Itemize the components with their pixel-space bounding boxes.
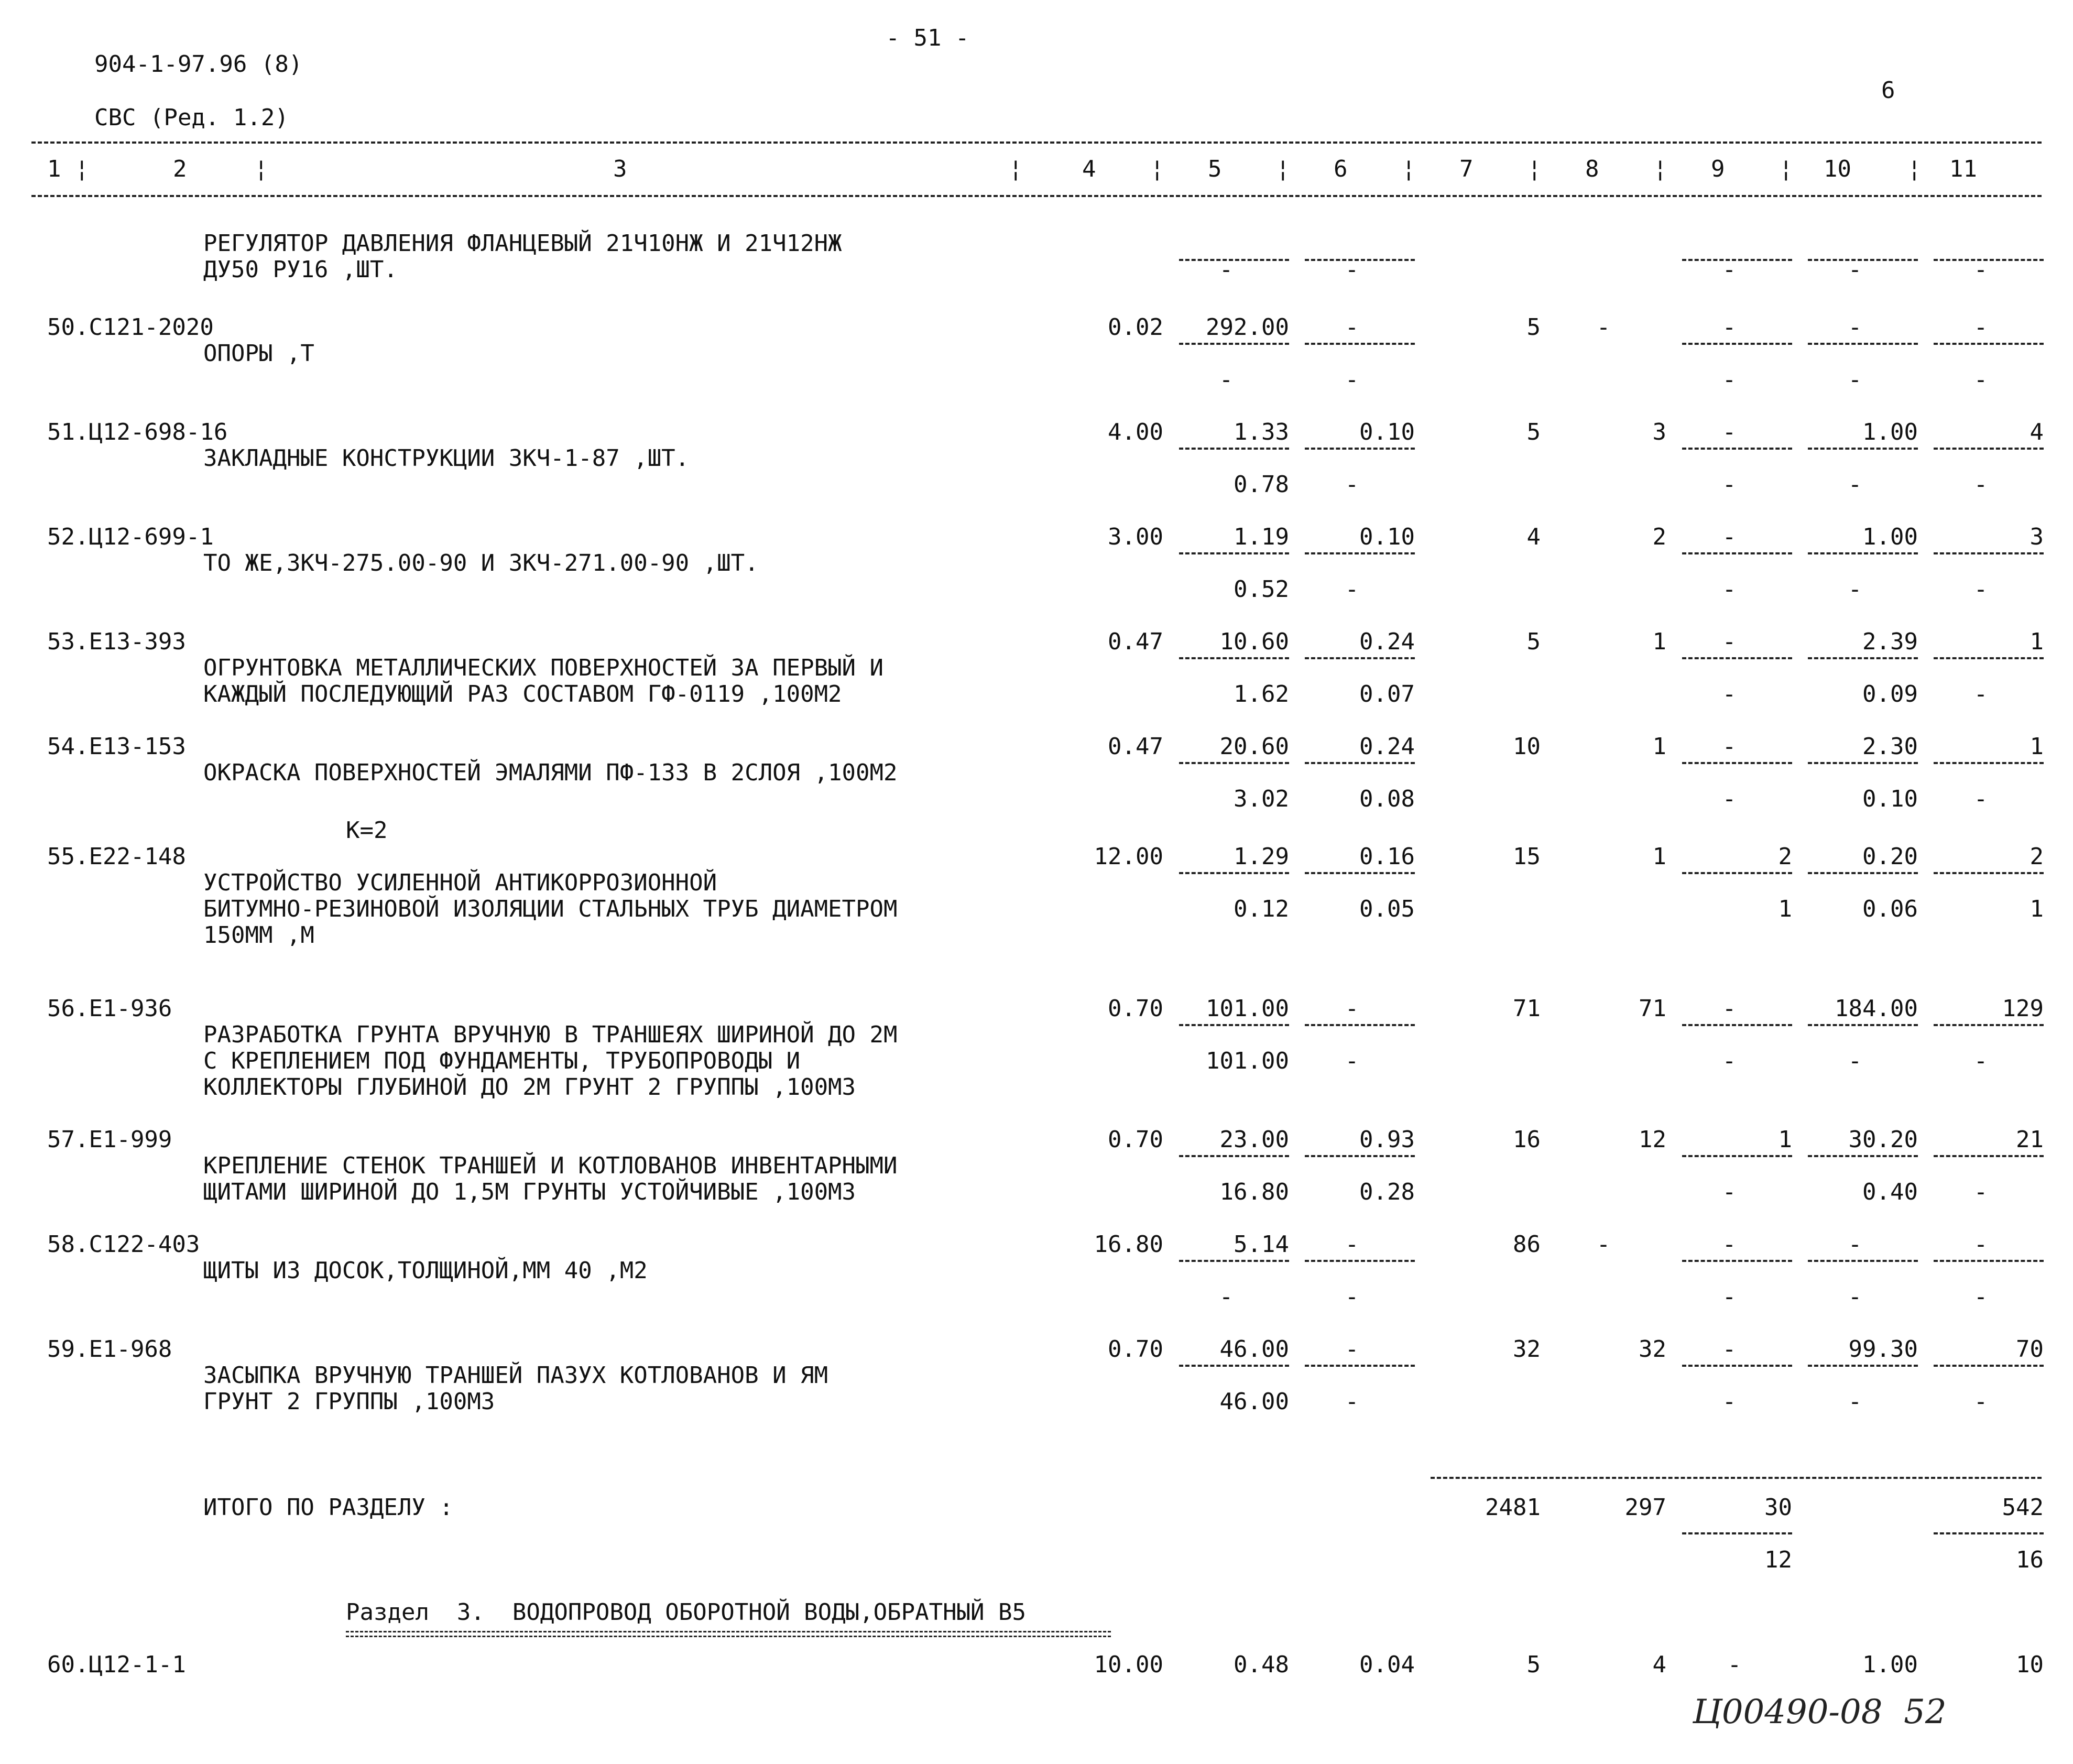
row-col-5-rule: [1179, 1260, 1289, 1262]
row-description: КРЕПЛЕНИЕ СТЕНОК ТРАНШЕЙ И КОТЛОВАНОВ ИНВЕНТАРНЫМИ: [203, 1152, 898, 1179]
row-code: 54.Е13-153: [47, 733, 186, 760]
row-description: ДУ50 РУ16 ,ШТ.: [203, 256, 398, 283]
row-col-10-top: -: [1848, 1231, 1862, 1258]
col-separator: ¦: [1402, 156, 1416, 182]
row-col-8: 12: [1639, 1126, 1666, 1153]
row-col-10-rule: [1808, 1260, 1918, 1262]
row-col-11-rule: [1934, 552, 2044, 554]
row-col-9-top: -: [1722, 314, 1737, 341]
row-col-11-rule: [1934, 762, 2044, 764]
row-description: ОКРАСКА ПОВЕРХНОСТЕЙ ЭМАЛЯМИ ПФ-133 В 2СЛОЯ ,100М2: [203, 759, 898, 786]
row-col-8: 1: [1652, 628, 1666, 655]
row-col-4: 0.70: [1108, 1126, 1163, 1153]
row-col-10-bottom: 0.10: [1862, 786, 1918, 812]
row-col-11-bottom: -: [1973, 681, 1988, 707]
col-header-7: 7: [1459, 156, 1474, 182]
row-description: КАЖДЫЙ ПОСЛЕДУЮЩИЙ РАЗ СОСТАВОМ ГФ-0119 ,100М2: [203, 681, 842, 707]
row-col-9-rule: [1682, 552, 1792, 554]
col-header-5: 5: [1208, 156, 1222, 182]
row-col-11-rule: [1934, 1365, 2044, 1367]
row-col-10-rule: [1808, 552, 1918, 554]
row-col-10-bottom: 0.09: [1862, 681, 1918, 707]
col-separator: ¦: [1907, 156, 1922, 182]
row-code: 52.Ц12-699-1: [47, 524, 214, 550]
row-col-10-rule: [1808, 343, 1918, 345]
row-col-8: 71: [1639, 995, 1666, 1022]
row-code: 56.Е1-936: [47, 995, 172, 1022]
row-col-5-bottom: 0.52: [1234, 576, 1289, 603]
program-name: CBC (Ред. 1.2): [94, 104, 289, 131]
row-col-9-top: -: [1722, 733, 1737, 760]
row-description: БИТУМНО-РЕЗИНОВОЙ ИЗОЛЯЦИИ СТАЛЬНЫХ ТРУБ ДИАМЕТРОМ: [203, 896, 898, 922]
row-col-11-rule: [1934, 448, 2044, 450]
row-col-6-top: 0.10: [1359, 524, 1415, 550]
row-col-10: 1.00: [1862, 1651, 1918, 1678]
row-col-4: 0.47: [1108, 733, 1163, 760]
col-separator: ¦: [1009, 156, 1023, 182]
row-col-8: -: [1596, 314, 1611, 341]
col-header-3: 3: [613, 156, 627, 182]
row-col-9-top: 2: [1778, 843, 1792, 870]
row-description: ЗАКЛАДНЫЕ КОНСТРУКЦИИ ЗКЧ-1-87 ,ШТ.: [203, 445, 690, 472]
row-col-10-rule: [1808, 1155, 1918, 1157]
row-col-6-bottom: 0.07: [1359, 681, 1415, 707]
row-description: ЩИТЫ ИЗ ДОСОК,ТОЛЩИНОЙ,ММ 40 ,М2: [203, 1257, 648, 1284]
row-col-6-rule: [1305, 1260, 1415, 1262]
row-col-9-top: -: [1722, 1336, 1737, 1363]
row-code: 60.Ц12-1-1: [47, 1651, 186, 1678]
col-separator: ¦: [1150, 156, 1164, 182]
row-col-7: 71: [1513, 995, 1541, 1022]
row-col-5-bottom: 3.02: [1234, 786, 1289, 812]
col-header-2: 2: [173, 156, 187, 182]
row-col-9-bottom: -: [1722, 786, 1737, 812]
total-col-9-rule: [1682, 1532, 1792, 1534]
row-col-11-top: 1: [2030, 628, 2044, 655]
row-col-10-top: 30.20: [1848, 1126, 1918, 1153]
row-col-9-bottom: -: [1722, 1388, 1737, 1415]
row-col-4: 0.70: [1108, 995, 1163, 1022]
row-col-9-bottom: 1: [1778, 896, 1792, 922]
row-description: ОГРУНТОВКА МЕТАЛЛИЧЕСКИХ ПОВЕРХНОСТЕЙ ЗА ПЕРВЫЙ И: [203, 655, 884, 681]
row-col-5-top: 23.00: [1219, 1126, 1289, 1153]
row-col-11-top: 1: [2030, 733, 2044, 760]
row-col-6-bottom: 0.08: [1359, 786, 1415, 812]
row-col-10-bottom: -: [1848, 256, 1862, 283]
row-col-11-rule: [1934, 872, 2044, 874]
row-col-9-top: -: [1722, 628, 1737, 655]
row-col-9-top: -: [1722, 524, 1737, 550]
row-col-9-rule: [1682, 872, 1792, 874]
row-col-11-top: 4: [2030, 419, 2044, 445]
row-col-5-rule: [1179, 1365, 1289, 1367]
row-col-11-top: 3: [2030, 524, 2044, 550]
row-col-9-top: -: [1722, 995, 1737, 1022]
row-col-6-bottom: 0.05: [1359, 896, 1415, 922]
row-col-5-rule: [1179, 762, 1289, 764]
section-heading-underline: [346, 1631, 1111, 1637]
row-code: 57.Е1-999: [47, 1126, 172, 1153]
row-col-6-rule: [1305, 448, 1415, 450]
row-col-9-bottom: -: [1722, 576, 1737, 603]
row-col-7: 5: [1526, 419, 1541, 445]
row-col-10-bottom: -: [1848, 471, 1862, 498]
row-col-11: 10: [2016, 1651, 2044, 1678]
row-col-5-rule: [1179, 1155, 1289, 1157]
row-col-5-top: 1.29: [1234, 843, 1289, 870]
row-description: КОЛЛЕКТОРЫ ГЛУБИНОЙ ДО 2М ГРУНТ 2 ГРУППЫ ,100М3: [203, 1074, 856, 1101]
row-col-10-top: 2.39: [1862, 628, 1918, 655]
row-col-5-rule: [1179, 657, 1289, 659]
row-col-4: 4.00: [1108, 419, 1163, 445]
row-col-5-top: 46.00: [1219, 1336, 1289, 1363]
row-col-7: 32: [1513, 1336, 1541, 1363]
row-col-5-rule: [1179, 872, 1289, 874]
row-col-10-top: 2.30: [1862, 733, 1918, 760]
row-col-6-rule: [1305, 1155, 1415, 1157]
row-col-10-rule: [1808, 657, 1918, 659]
row-col-5-top: 292.00: [1206, 314, 1289, 341]
row-col-11-bottom: -: [1973, 471, 1988, 498]
row-col-4: 0.02: [1108, 314, 1163, 341]
row-col-9-rule: [1682, 1365, 1792, 1367]
row-col-10-rule: [1808, 762, 1918, 764]
row-code: 53.Е13-393: [47, 628, 186, 655]
col-header-1: 1 ¦: [47, 156, 89, 182]
row-col-11-top: 70: [2016, 1336, 2044, 1363]
row-col-9-rule: [1682, 448, 1792, 450]
row-col-9-rule: [1682, 657, 1792, 659]
row-col-6-bottom: 0.28: [1359, 1179, 1415, 1205]
row-col-11-bottom: -: [1973, 1283, 1988, 1310]
col-separator: ¦: [1528, 156, 1542, 182]
row-col-6-top: 0.93: [1359, 1126, 1415, 1153]
row-code: 51.Ц12-698-16: [47, 419, 228, 445]
row-col-9-bottom: -: [1722, 1283, 1737, 1310]
row-col-9-bottom: -: [1722, 366, 1737, 393]
row-col-6-rule: [1305, 552, 1415, 554]
row-col-5-rule: [1179, 448, 1289, 450]
total-col-11-rule: [1934, 1532, 2044, 1534]
row-description: ОПОРЫ ,Т: [203, 340, 314, 367]
row-col-9-rule: [1682, 762, 1792, 764]
row-col-10-top: 1.00: [1862, 419, 1918, 445]
row-col-11-bottom: -: [1973, 366, 1988, 393]
row-col-5-bottom: 0.12: [1234, 896, 1289, 922]
row-col-10-rule: [1808, 1024, 1918, 1026]
row-col-8: 2: [1652, 524, 1666, 550]
row-col-6-bottom: -: [1345, 256, 1359, 283]
row-col-6-bottom: -: [1345, 1048, 1359, 1074]
row-col-7: 5: [1526, 314, 1541, 341]
row-col-5-bottom: 101.00: [1206, 1048, 1289, 1074]
row-code: 50.С121-2020: [47, 314, 214, 341]
row-col-7: 15: [1513, 843, 1541, 870]
row-col-11-bottom: -: [1973, 1048, 1988, 1074]
row-description: ТО ЖЕ,ЗКЧ-275.00-90 И ЗКЧ-271.00-90 ,ШТ.: [203, 550, 759, 576]
row-col-10-bottom: -: [1848, 576, 1862, 603]
coefficient-label: К=2: [346, 817, 388, 844]
row-col-9-top: 1: [1778, 1126, 1792, 1153]
row-col-8: 3: [1652, 419, 1666, 445]
col-separator: ¦: [1653, 156, 1667, 182]
row-col-5-top: 101.00: [1206, 995, 1289, 1022]
row-col-9-top: -: [1722, 1231, 1737, 1258]
row-col-6-bottom: -: [1345, 471, 1359, 498]
row-col-6-rule: [1305, 762, 1415, 764]
row-col-11-rule: [1934, 1155, 2044, 1157]
row-col-10-bottom: 0.06: [1862, 896, 1918, 922]
col-header-6: 6: [1334, 156, 1348, 182]
row-col-6-bottom: -: [1345, 1388, 1359, 1415]
row-col-4: 0.47: [1108, 628, 1163, 655]
row-col-10-bottom: -: [1848, 1388, 1862, 1415]
row-col-11-top: 2: [2030, 843, 2044, 870]
row-code: 59.Е1-968: [47, 1336, 172, 1363]
total-col-7: 2481: [1485, 1494, 1541, 1521]
row-description: ЩИТАМИ ШИРИНОЙ ДО 1,5М ГРУНТЫ УСТОЙЧИВЫЕ ,100М3: [203, 1179, 856, 1205]
row-col-5-top: 1.33: [1234, 419, 1289, 445]
row-col-4: 3.00: [1108, 524, 1163, 550]
row-col-11-rule: [1934, 1260, 2044, 1262]
col-header-10: 10: [1824, 156, 1851, 182]
row-col-9-rule: [1682, 343, 1792, 345]
row-col-6-top: -: [1345, 1231, 1359, 1258]
row-col-4: 12.00: [1094, 843, 1163, 870]
row-col-10-top: -: [1848, 314, 1862, 341]
row-col-11-bottom: -: [1973, 256, 1988, 283]
row-col-10-top: 0.20: [1862, 843, 1918, 870]
row-col-5-bottom: 1.62: [1234, 681, 1289, 707]
col-header-9: 9: [1711, 156, 1725, 182]
row-col-11-rule: [1934, 657, 2044, 659]
row-col-5-rule: [1179, 552, 1289, 554]
row-col-6-top: -: [1345, 1336, 1359, 1363]
total-col-8: 297: [1624, 1494, 1666, 1521]
row-col-5-top: 20.60: [1219, 733, 1289, 760]
row-col-11-top: 21: [2016, 1126, 2044, 1153]
row-description: РЕГУЛЯТОР ДАВЛЕНИЯ ФЛАНЦЕВЫЙ 21Ч10НЖ И 21Ч12НЖ: [203, 230, 842, 257]
row-col-5-bottom: -: [1219, 1283, 1234, 1310]
row-col-11-bottom: -: [1973, 1179, 1988, 1205]
row-col-9-bottom: -: [1722, 256, 1737, 283]
total-col-9-bottom: 12: [1764, 1547, 1792, 1573]
sheet-number: 6: [1881, 77, 1895, 104]
row-col-10-rule: [1808, 448, 1918, 450]
document-code: 904-1-97.96 (8): [94, 51, 303, 78]
row-col-10-top: 99.30: [1848, 1336, 1918, 1363]
row-col-5-top: 1.19: [1234, 524, 1289, 550]
row-code: 55.Е22-148: [47, 843, 186, 870]
row-col-11-top: -: [1973, 1231, 1988, 1258]
row-description: РАЗРАБОТКА ГРУНТА ВРУЧНУЮ В ТРАНШЕЯХ ШИРИНОЙ ДО 2М: [203, 1021, 898, 1048]
row-col-11-top: 129: [2002, 995, 2044, 1022]
row-col-6-rule: [1305, 657, 1415, 659]
row-col-6-rule: [1305, 872, 1415, 874]
row-col-5-rule: [1179, 1024, 1289, 1026]
row-col-8: 1: [1652, 733, 1666, 760]
row-col-9-bottom: -: [1722, 1179, 1737, 1205]
row-col-5-bottom: 46.00: [1219, 1388, 1289, 1415]
row-col-11-rule: [1934, 1024, 2044, 1026]
row-col-10-rule: [1808, 872, 1918, 874]
col-separator: ¦: [1276, 156, 1290, 182]
row-col-11-rule: [1934, 343, 2044, 345]
row-col-9-rule: [1682, 1024, 1792, 1026]
row-description: УСТРОЙСТВО УСИЛЕННОЙ АНТИКОРРОЗИОННОЙ: [203, 869, 717, 896]
header-rule-top: [31, 141, 2042, 144]
row-col-7: 10: [1513, 733, 1541, 760]
handwritten-signature: Ц00490-08 52: [1693, 1693, 1947, 1732]
row-col-9-bottom: -: [1722, 471, 1737, 498]
row-col-4: 10.00: [1094, 1651, 1163, 1678]
row-col-7: 5: [1526, 1651, 1541, 1678]
row-col-6-top: 0.24: [1359, 628, 1415, 655]
row-col-6-rule: [1305, 343, 1415, 345]
row-col-6-top: 0.10: [1359, 419, 1415, 445]
row-col-6-top: -: [1345, 995, 1359, 1022]
row-description: ГРУНТ 2 ГРУППЫ ,100М3: [203, 1388, 495, 1415]
row-col-9-rule: [1682, 1155, 1792, 1157]
row-col-10-bottom: -: [1848, 1048, 1862, 1074]
row-col-8: 1: [1652, 843, 1666, 870]
row-col-5-bottom: -: [1219, 366, 1234, 393]
col-separator: ¦: [254, 156, 268, 182]
col-header-8: 8: [1585, 156, 1599, 182]
row-col-10-bottom: -: [1848, 366, 1862, 393]
row-col-9-bottom: -: [1722, 681, 1737, 707]
row-col-9-top: -: [1722, 419, 1737, 445]
row-col-9: -: [1727, 1651, 1742, 1678]
row-col-6-rule: [1305, 1024, 1415, 1026]
col-separator: ¦: [1779, 156, 1793, 182]
row-col-11-top: -: [1973, 314, 1988, 341]
row-col-6-top: 0.24: [1359, 733, 1415, 760]
row-code: 58.С122-403: [47, 1231, 200, 1258]
row-col-7: 16: [1513, 1126, 1541, 1153]
row-col-5-rule: [1179, 343, 1289, 345]
row-col-7: 5: [1526, 628, 1541, 655]
row-col-5-top: 10.60: [1219, 628, 1289, 655]
row-col-6: 0.04: [1359, 1651, 1415, 1678]
row-col-10-bottom: 0.40: [1862, 1179, 1918, 1205]
col-header-11: 11: [1949, 156, 1977, 182]
total-label: ИТОГО ПО РАЗДЕЛУ :: [203, 1494, 453, 1521]
row-col-10-bottom: -: [1848, 1283, 1862, 1310]
row-col-5-bottom: 0.78: [1234, 471, 1289, 498]
total-col-11-bottom: 16: [2016, 1547, 2044, 1573]
row-description: 150ММ ,М: [203, 922, 314, 949]
row-description: ЗАСЫПКА ВРУЧНУЮ ТРАНШЕЙ ПАЗУХ КОТЛОВАНОВ И ЯМ: [203, 1362, 828, 1389]
col-header-4: 4: [1082, 156, 1096, 182]
row-col-4: 16.80: [1094, 1231, 1163, 1258]
total-col-11-top: 542: [2002, 1494, 2044, 1521]
row-col-7: 86: [1513, 1231, 1541, 1258]
row-col-8: -: [1596, 1231, 1611, 1258]
row-col-6-top: 0.16: [1359, 843, 1415, 870]
row-col-11-bottom: 1: [2030, 896, 2044, 922]
header-rule-bottom: [31, 195, 2042, 197]
row-description: С КРЕПЛЕНИЕМ ПОД ФУНДАМЕНТЫ, ТРУБОПРОВОДЫ И: [203, 1048, 801, 1074]
row-col-7: 4: [1526, 524, 1541, 550]
row-col-10-top: 1.00: [1862, 524, 1918, 550]
row-col-11-bottom: -: [1973, 1388, 1988, 1415]
row-col-5-bottom: 16.80: [1219, 1179, 1289, 1205]
row-col-8: 32: [1639, 1336, 1666, 1363]
total-col-9-top: 30: [1764, 1494, 1792, 1521]
row-col-6-bottom: -: [1345, 366, 1359, 393]
row-col-10-top: 184.00: [1835, 995, 1918, 1022]
page-number: - 51 -: [886, 25, 969, 51]
total-rule: [1431, 1477, 2042, 1479]
row-col-4: 0.70: [1108, 1336, 1163, 1363]
row-col-11-bottom: -: [1973, 786, 1988, 812]
row-col-9-rule: [1682, 1260, 1792, 1262]
row-col-11-bottom: -: [1973, 576, 1988, 603]
row-col-8: 4: [1652, 1651, 1666, 1678]
row-col-5: 0.48: [1234, 1651, 1289, 1678]
row-col-6-bottom: -: [1345, 1283, 1359, 1310]
row-col-5-bottom: -: [1219, 256, 1234, 283]
row-col-5-top: 5.14: [1234, 1231, 1289, 1258]
row-col-10-rule: [1808, 1365, 1918, 1367]
section-heading: Раздел 3. ВОДОПРОВОД ОБОРОТНОЙ ВОДЫ,ОБРАТНЫЙ В5: [346, 1599, 1027, 1626]
row-col-6-bottom: -: [1345, 576, 1359, 603]
row-col-6-top: -: [1345, 314, 1359, 341]
row-col-9-bottom: -: [1722, 1048, 1737, 1074]
row-col-6-rule: [1305, 1365, 1415, 1367]
